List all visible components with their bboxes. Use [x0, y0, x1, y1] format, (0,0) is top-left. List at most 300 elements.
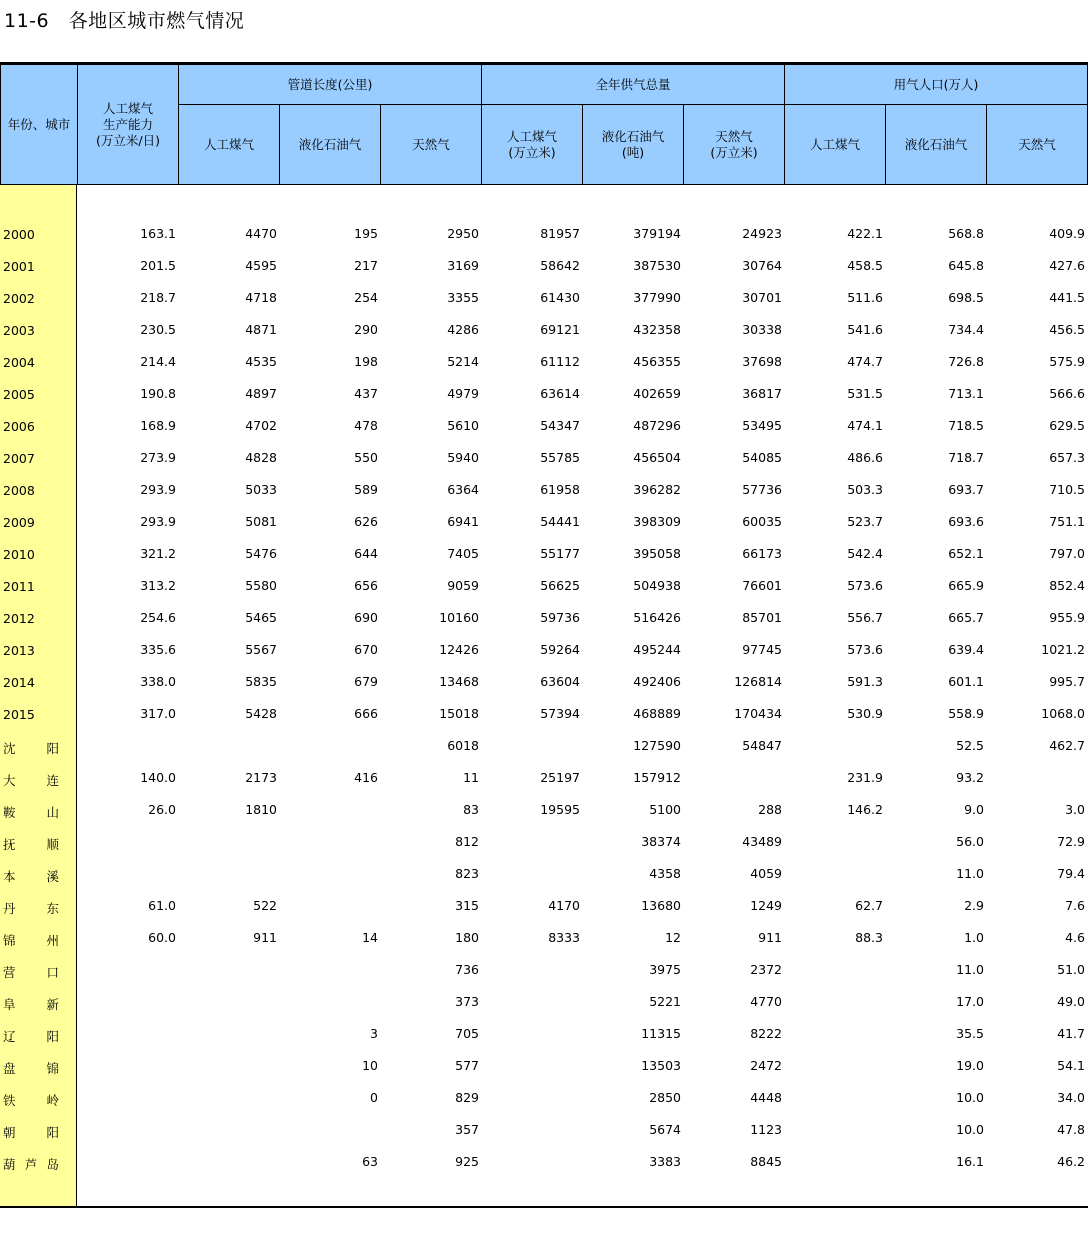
table-cell: 751.1: [1049, 514, 1085, 529]
table-cell: 313.2: [140, 578, 176, 593]
table-cell: 718.7: [948, 450, 984, 465]
table-cell: 58642: [540, 258, 580, 273]
table-cell: 41.7: [1057, 1026, 1085, 1041]
table-cell: 25197: [540, 770, 580, 785]
table-row: [0, 224, 1088, 244]
table-row: [0, 608, 1088, 628]
row-label-char: 辽: [3, 1029, 16, 1044]
table-cell: 201.5: [140, 258, 176, 273]
row-label: [3, 931, 59, 949]
table-cell: 652.1: [948, 546, 984, 561]
table-cell: 734.4: [948, 322, 984, 337]
row-label: 2001: [3, 259, 35, 274]
header-supply-natural: 天然气 (万立米): [683, 104, 785, 185]
table-cell: 577: [455, 1058, 479, 1073]
table-cell: 550: [354, 450, 378, 465]
table-cell: 9059: [447, 578, 479, 593]
table-cell: 56625: [540, 578, 580, 593]
table-cell: 60035: [742, 514, 782, 529]
table-cell: 852.4: [1049, 578, 1085, 593]
table-cell: 357: [455, 1122, 479, 1137]
table-cell: 657.3: [1049, 450, 1085, 465]
table-cell: 293.9: [140, 482, 176, 497]
table-cell: 54847: [742, 738, 782, 753]
table-cell: 456355: [633, 354, 681, 369]
table-cell: 26.0: [148, 802, 176, 817]
table-row: [0, 704, 1088, 724]
row-label: 2002: [3, 291, 35, 306]
table-row: [0, 256, 1088, 276]
table-cell: 5610: [447, 418, 479, 433]
table-cell: 214.4: [140, 354, 176, 369]
table-cell: 30764: [742, 258, 782, 273]
table-cell: 665.7: [948, 610, 984, 625]
table-cell: 4718: [245, 290, 277, 305]
table-cell: 398309: [633, 514, 681, 529]
table-cell: 523.7: [847, 514, 883, 529]
table-cell: 373: [455, 994, 479, 1009]
table-cell: 812: [455, 834, 479, 849]
table-cell: 4358: [649, 866, 681, 881]
header-supply-artificial: 人工煤气 (万立米): [481, 104, 583, 185]
table-row: [0, 416, 1088, 436]
row-label-char: 岭: [46, 1093, 59, 1108]
table-cell: 13503: [641, 1058, 681, 1073]
table-cell: 8845: [750, 1154, 782, 1169]
row-label: 2004: [3, 355, 35, 370]
row-label: [3, 1059, 59, 1077]
table-cell: 315: [455, 898, 479, 913]
table-cell: 422.1: [847, 226, 883, 241]
table-cell: 911: [758, 930, 782, 945]
table-cell: 254.6: [140, 610, 176, 625]
table-cell: 503.3: [847, 482, 883, 497]
row-label: [3, 771, 59, 789]
table-cell: 12426: [439, 642, 479, 657]
table-cell: 63604: [540, 674, 580, 689]
table-cell: 556.7: [847, 610, 883, 625]
table-cell: 24923: [742, 226, 782, 241]
table-cell: 5567: [245, 642, 277, 657]
table-cell: 231.9: [847, 770, 883, 785]
table-cell: 338.0: [140, 674, 176, 689]
table-cell: 63614: [540, 386, 580, 401]
table-cell: 55177: [540, 546, 580, 561]
table-cell: 4828: [245, 450, 277, 465]
table-cell: 57394: [540, 706, 580, 721]
table-cell: 3975: [649, 962, 681, 977]
table-cell: 6941: [447, 514, 479, 529]
table-cell: 12: [665, 930, 681, 945]
table-cell: 335.6: [140, 642, 176, 657]
row-label-char: 铁: [3, 1093, 16, 1108]
table-cell: 88.3: [855, 930, 883, 945]
table-cell: 97745: [742, 642, 782, 657]
row-label: 2015: [3, 707, 35, 722]
table-cell: 85701: [742, 610, 782, 625]
table-row: [0, 736, 1088, 756]
row-label-char: 朝: [3, 1125, 16, 1140]
table-cell: 13468: [439, 674, 479, 689]
table-cell: 573.6: [847, 642, 883, 657]
table-cell: 3383: [649, 1154, 681, 1169]
table-cell: 797.0: [1049, 546, 1085, 561]
header-pipe-artificial: 人工煤气: [178, 104, 280, 185]
page-title: 11-6 各地区城市燃气情况: [4, 10, 245, 32]
table-cell: 1123: [750, 1122, 782, 1137]
table-cell: 54347: [540, 418, 580, 433]
table-cell: 955.9: [1049, 610, 1085, 625]
table-cell: 495244: [633, 642, 681, 657]
row-label-char: 大: [3, 773, 16, 788]
table-cell: 5428: [245, 706, 277, 721]
row-label-char: 葫: [3, 1157, 16, 1172]
table-row: [0, 352, 1088, 372]
table-cell: 62.7: [855, 898, 883, 913]
table-cell: 3: [370, 1026, 378, 1041]
row-label: 2000: [3, 227, 35, 242]
table-cell: 462.7: [1049, 738, 1085, 753]
table-cell: 2372: [750, 962, 782, 977]
table-cell: 5476: [245, 546, 277, 561]
row-label: 2007: [3, 451, 35, 466]
table-cell: 4595: [245, 258, 277, 273]
table-row: [0, 672, 1088, 692]
table-cell: 19.0: [956, 1058, 984, 1073]
table-cell: 61112: [540, 354, 580, 369]
table-row: [0, 544, 1088, 564]
table-row: [0, 512, 1088, 532]
table-cell: 37698: [742, 354, 782, 369]
table-cell: 395058: [633, 546, 681, 561]
table-cell: 61.0: [148, 898, 176, 913]
table-cell: 54441: [540, 514, 580, 529]
row-label: [3, 899, 59, 917]
table-cell: 4170: [548, 898, 580, 913]
table-cell: 1810: [245, 802, 277, 817]
table-cell: 79.4: [1057, 866, 1085, 881]
row-label: [3, 1155, 59, 1173]
table-row: [0, 640, 1088, 660]
table-cell: 591.3: [847, 674, 883, 689]
table-cell: 57736: [742, 482, 782, 497]
table-cell: 486.6: [847, 450, 883, 465]
table-cell: 4286: [447, 322, 479, 337]
table-cell: 4448: [750, 1090, 782, 1105]
table-cell: 644: [354, 546, 378, 561]
table-cell: 2850: [649, 1090, 681, 1105]
table-cell: 16.1: [956, 1154, 984, 1169]
table-cell: 59736: [540, 610, 580, 625]
table-cell: 19595: [540, 802, 580, 817]
header-capacity: 人工煤气 生产能力 (万立米/日): [77, 64, 179, 185]
table-row: [0, 1024, 1088, 1044]
table-cell: 17.0: [956, 994, 984, 1009]
table-cell: 55785: [540, 450, 580, 465]
table-cell: 54.1: [1057, 1058, 1085, 1073]
table-cell: 198: [354, 354, 378, 369]
row-label: 2012: [3, 611, 35, 626]
table-row: [0, 832, 1088, 852]
table-cell: 11: [463, 770, 479, 785]
table-row: [0, 928, 1088, 948]
table-cell: 656: [354, 578, 378, 593]
table-row: [0, 448, 1088, 468]
table-cell: 693.6: [948, 514, 984, 529]
table-cell: 5940: [447, 450, 479, 465]
table-cell: 61430: [540, 290, 580, 305]
table-cell: 170434: [734, 706, 782, 721]
row-label-char: 沈: [3, 741, 16, 756]
table-row: [0, 1088, 1088, 1108]
table-cell: 458.5: [847, 258, 883, 273]
table-cell: 11315: [641, 1026, 681, 1041]
row-label: 2014: [3, 675, 35, 690]
table-cell: 190.8: [140, 386, 176, 401]
table-cell: 72.9: [1057, 834, 1085, 849]
table-cell: 690: [354, 610, 378, 625]
row-label-char: 州: [46, 933, 59, 948]
table-cell: 163.1: [140, 226, 176, 241]
table-cell: 1.0: [964, 930, 984, 945]
row-label-char: 营: [3, 965, 16, 980]
table-cell: 387530: [633, 258, 681, 273]
table-cell: 60.0: [148, 930, 176, 945]
table-cell: 11.0: [956, 962, 984, 977]
table-cell: 379194: [633, 226, 681, 241]
table-cell: 645.8: [948, 258, 984, 273]
table-cell: 43489: [742, 834, 782, 849]
table-cell: 59264: [540, 642, 580, 657]
table-cell: 693.7: [948, 482, 984, 497]
table-cell: 713.1: [948, 386, 984, 401]
row-label: 2003: [3, 323, 35, 338]
table-cell: 726.8: [948, 354, 984, 369]
table-cell: 49.0: [1057, 994, 1085, 1009]
table-cell: 35.5: [956, 1026, 984, 1041]
table-cell: 995.7: [1049, 674, 1085, 689]
row-label: 2011: [3, 579, 35, 594]
table-cell: 10160: [439, 610, 479, 625]
header-group-supply: 全年供气总量: [481, 64, 785, 105]
table-cell: 7.6: [1065, 898, 1085, 913]
table-cell: 823: [455, 866, 479, 881]
header-pop-natural: 天然气: [986, 104, 1088, 185]
table-cell: 63: [362, 1154, 378, 1169]
header-pop-lpg: 液化石油气: [885, 104, 987, 185]
table-cell: 46.2: [1057, 1154, 1085, 1169]
table-cell: 409.9: [1049, 226, 1085, 241]
table-cell: 140.0: [140, 770, 176, 785]
table-cell: 38374: [641, 834, 681, 849]
row-label-char: 丹: [3, 901, 16, 916]
table-cell: 2.9: [964, 898, 984, 913]
table-cell: 589: [354, 482, 378, 497]
table-cell: 217: [354, 258, 378, 273]
row-label-char: 盘: [3, 1061, 16, 1076]
table-cell: 5835: [245, 674, 277, 689]
table-cell: 2173: [245, 770, 277, 785]
table-cell: 829: [455, 1090, 479, 1105]
row-label: [3, 739, 59, 757]
table-cell: 6364: [447, 482, 479, 497]
table-row: [0, 992, 1088, 1012]
header-group-pop: 用气人口(万人): [784, 64, 1088, 105]
table-cell: 432358: [633, 322, 681, 337]
row-label-char: 芦: [24, 1157, 38, 1172]
row-label: [3, 1123, 59, 1141]
table-cell: 83: [463, 802, 479, 817]
header-pop-artificial: 人工煤气: [784, 104, 886, 185]
table-cell: 925: [455, 1154, 479, 1169]
table-cell: 195: [354, 226, 378, 241]
table-cell: 468889: [633, 706, 681, 721]
table-cell: 273.9: [140, 450, 176, 465]
row-label-char: 岛: [46, 1157, 59, 1172]
table-cell: 180: [455, 930, 479, 945]
table-cell: 4059: [750, 866, 782, 881]
table-cell: 288: [758, 802, 782, 817]
table-cell: 4979: [447, 386, 479, 401]
table-cell: 69121: [540, 322, 580, 337]
table-cell: 230.5: [140, 322, 176, 337]
row-label-char: 阳: [46, 1125, 59, 1140]
row-label-char: 顺: [46, 837, 59, 852]
table-cell: 5580: [245, 578, 277, 593]
table-cell: 13680: [641, 898, 681, 913]
table-cell: 1249: [750, 898, 782, 913]
table-cell: 679: [354, 674, 378, 689]
table-cell: 15018: [439, 706, 479, 721]
row-label: 2006: [3, 419, 35, 434]
header-group-pipe: 管道长度(公里): [178, 64, 482, 105]
row-label: [3, 1091, 59, 1109]
table-cell: 66173: [742, 546, 782, 561]
table-cell: 5221: [649, 994, 681, 1009]
table-cell: 146.2: [847, 802, 883, 817]
table-cell: 3169: [447, 258, 479, 273]
table-cell: 492406: [633, 674, 681, 689]
table-cell: 4897: [245, 386, 277, 401]
row-label: 2009: [3, 515, 35, 530]
table-cell: 402659: [633, 386, 681, 401]
table-cell: 4871: [245, 322, 277, 337]
table-row: [0, 960, 1088, 980]
table-cell: 290: [354, 322, 378, 337]
table-row: [0, 576, 1088, 596]
table-cell: 93.2: [956, 770, 984, 785]
table-cell: 474.7: [847, 354, 883, 369]
table-cell: 522: [253, 898, 277, 913]
table-cell: 126814: [734, 674, 782, 689]
table-cell: 11.0: [956, 866, 984, 881]
table-cell: 504938: [633, 578, 681, 593]
table-cell: 568.8: [948, 226, 984, 241]
table-cell: 478: [354, 418, 378, 433]
table-cell: 456.5: [1049, 322, 1085, 337]
row-label: [3, 963, 59, 981]
table-cell: 566.6: [1049, 386, 1085, 401]
table-cell: 36817: [742, 386, 782, 401]
row-label: 2010: [3, 547, 35, 562]
table-row: [0, 384, 1088, 404]
table-row: [0, 896, 1088, 916]
table-cell: 705: [455, 1026, 479, 1041]
table-cell: 5081: [245, 514, 277, 529]
table-row: [0, 288, 1088, 308]
row-label: [3, 803, 59, 821]
row-label: 2005: [3, 387, 35, 402]
table-cell: 3.0: [1065, 802, 1085, 817]
table-cell: 427.6: [1049, 258, 1085, 273]
row-label: 2013: [3, 643, 35, 658]
table-row: [0, 1120, 1088, 1140]
table-cell: 573.6: [847, 578, 883, 593]
table-cell: 666: [354, 706, 378, 721]
table-cell: 218.7: [140, 290, 176, 305]
table-cell: 516426: [633, 610, 681, 625]
table-cell: 639.4: [948, 642, 984, 657]
table-cell: 254: [354, 290, 378, 305]
row-label-char: 阳: [46, 1029, 59, 1044]
header-supply-lpg: 液化石油气 (吨): [582, 104, 684, 185]
row-label-char: 阜: [3, 997, 16, 1012]
table-cell: 456504: [633, 450, 681, 465]
table-cell: 670: [354, 642, 378, 657]
row-label-char: 锦: [3, 933, 16, 948]
table-row: [0, 480, 1088, 500]
table-cell: 2950: [447, 226, 479, 241]
table-cell: 4770: [750, 994, 782, 1009]
table-cell: 1021.2: [1041, 642, 1085, 657]
table-cell: 317.0: [140, 706, 176, 721]
row-label: 2008: [3, 483, 35, 498]
row-label: [3, 835, 59, 853]
table-cell: 168.9: [140, 418, 176, 433]
table-cell: 14: [362, 930, 378, 945]
table-cell: 698.5: [948, 290, 984, 305]
table-cell: 10: [362, 1058, 378, 1073]
table-cell: 9.0: [964, 802, 984, 817]
table-cell: 8222: [750, 1026, 782, 1041]
table-cell: 474.1: [847, 418, 883, 433]
table-cell: 3355: [447, 290, 479, 305]
table-cell: 34.0: [1057, 1090, 1085, 1105]
row-label-char: 锦: [46, 1061, 59, 1076]
table-cell: 441.5: [1049, 290, 1085, 305]
table-cell: 558.9: [948, 706, 984, 721]
table-cell: 396282: [633, 482, 681, 497]
row-label-char: 溪: [46, 869, 59, 884]
table-cell: 5674: [649, 1122, 681, 1137]
table-cell: 56.0: [956, 834, 984, 849]
header-bottom-rule: [0, 184, 1088, 185]
table-cell: 487296: [633, 418, 681, 433]
table-cell: 629.5: [1049, 418, 1085, 433]
table-cell: 530.9: [847, 706, 883, 721]
table-cell: 30701: [742, 290, 782, 305]
table-cell: 542.4: [847, 546, 883, 561]
row-label: [3, 995, 59, 1013]
header-year-city: 年份、城市: [0, 64, 78, 185]
table-cell: 541.6: [847, 322, 883, 337]
table-cell: 157912: [633, 770, 681, 785]
row-label-char: 口: [46, 965, 59, 980]
table-cell: 511.6: [847, 290, 883, 305]
table-cell: 81957: [540, 226, 580, 241]
table-cell: 710.5: [1049, 482, 1085, 497]
table-cell: 321.2: [140, 546, 176, 561]
